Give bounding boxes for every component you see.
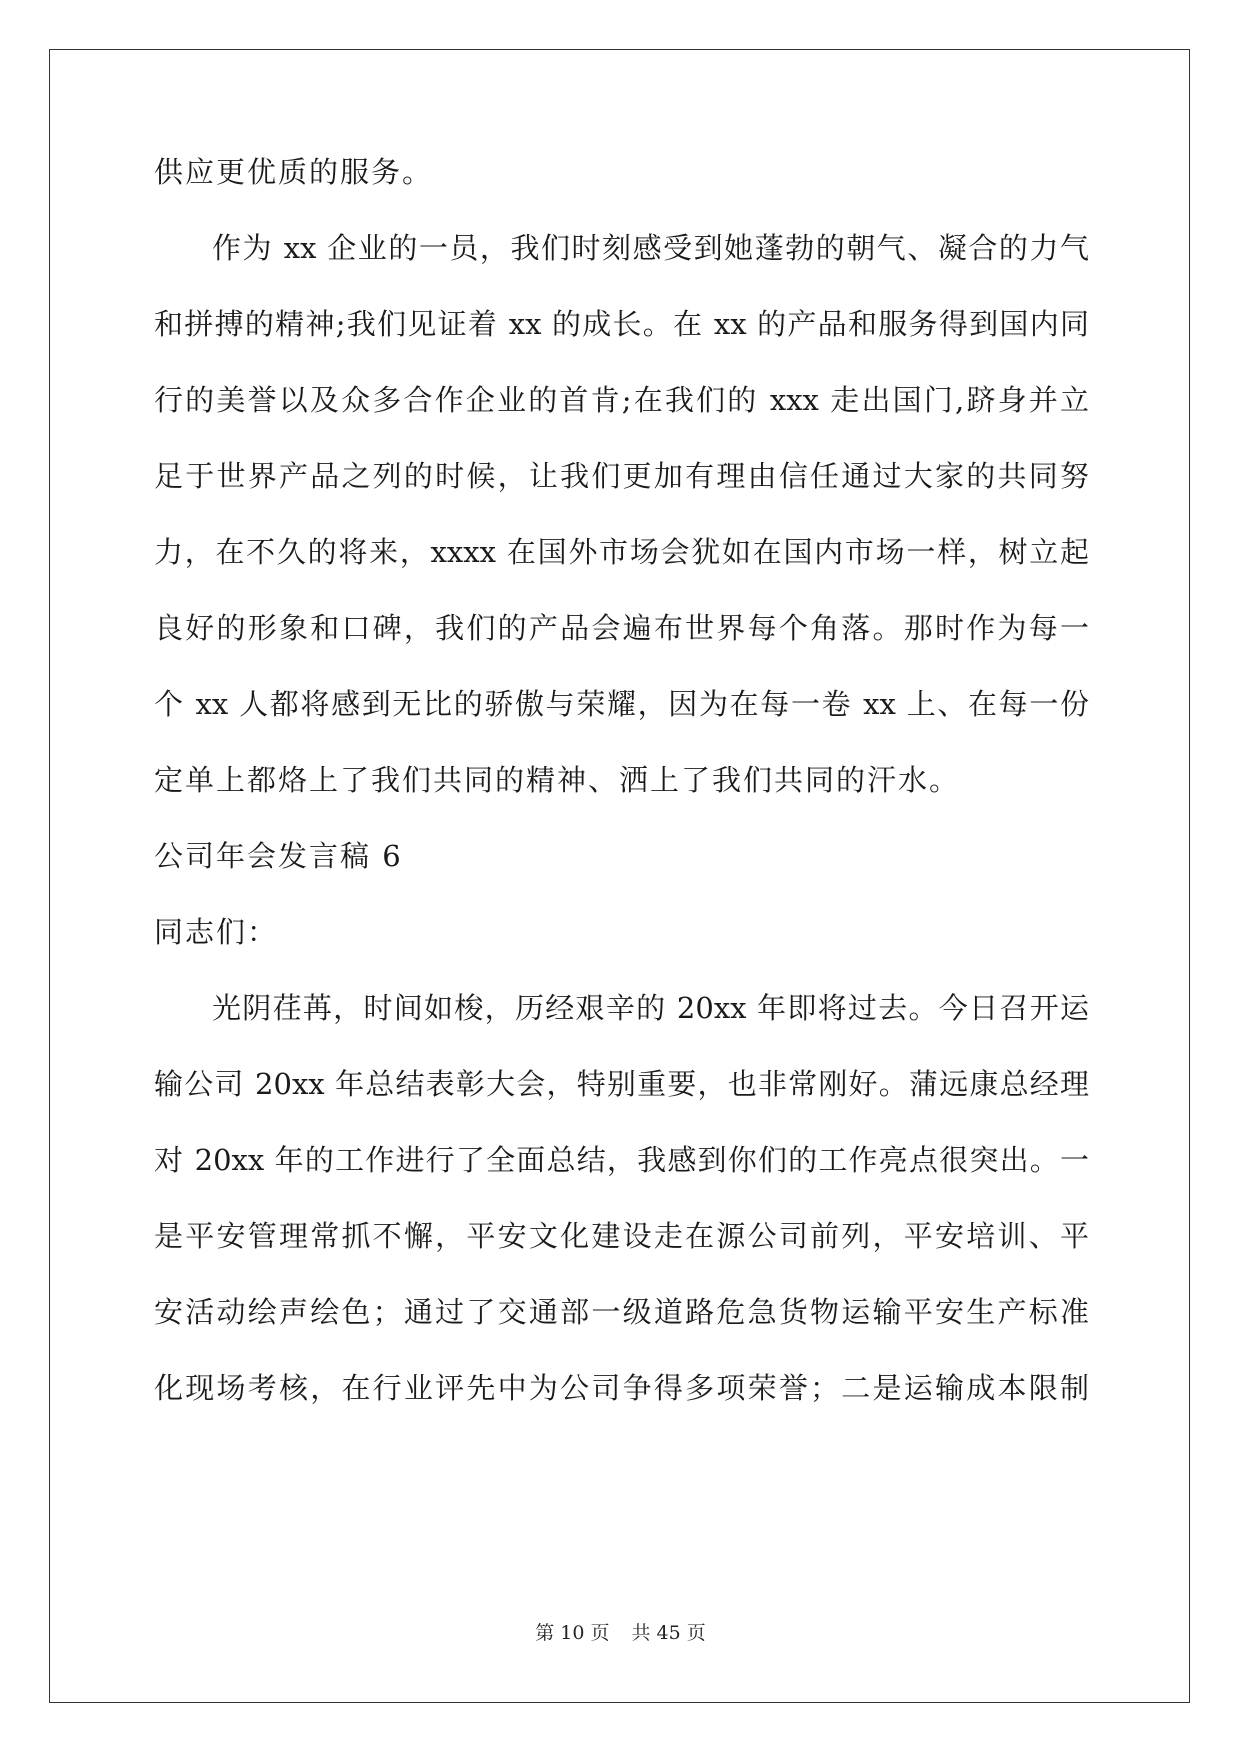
- paragraph-first-line: 光阴荏苒，时间如梭，历经艰辛的 20xx 年即将过去。今日召开运: [212, 991, 1089, 1025]
- text-line: 和拼搏的精神;我们见证着 xx 的成长。在 xx 的产品和服务得到国内同: [154, 307, 1089, 341]
- text-line: 个 xx 人都将感到无比的骄傲与荣耀，因为在每一卷 xx 上、在每一份: [154, 687, 1089, 721]
- text-line: 供应更优质的服务。: [154, 155, 434, 189]
- text-line: 化现场考核，在行业评先中为公司争得多项荣誉；二是运输成本限制: [154, 1371, 1089, 1405]
- text-line: 足于世界产品之列的时候，让我们更加有理由信任通过大家的共同努: [154, 459, 1089, 493]
- paragraph-first-line: 作为 xx 企业的一员，我们时刻感受到她蓬勃的朝气、凝合的力气: [212, 231, 1089, 265]
- text-line: 对 20xx 年的工作进行了全面总结，我感到你们的工作亮点很突出。一: [154, 1143, 1089, 1177]
- text-line: 是平安管理常抓不懈，平安文化建设走在源公司前列，平安培训、平: [154, 1219, 1089, 1253]
- text-line: 输公司 20xx 年总结表彰大会，特别重要，也非常刚好。蒲远康总经理: [154, 1067, 1089, 1101]
- section-heading: 公司年会发言稿 6: [154, 839, 403, 873]
- text-line: 力，在不久的将来，xxxx 在国外市场会犹如在国内市场一样，树立起: [154, 535, 1089, 569]
- page-total: 共 45 页: [631, 1622, 706, 1644]
- page-number: 第 10 页: [535, 1622, 610, 1644]
- text-line: 行的美誉以及众多合作企业的首肯;在我们的 xxx 走出国门,跻身并立: [154, 383, 1089, 417]
- text-line: 良好的形象和口碑，我们的产品会遍布世界每个角落。那时作为每一: [154, 611, 1089, 645]
- page-footer: [0, 1620, 1241, 1646]
- salutation: 同志们：: [154, 915, 279, 949]
- page-border: [49, 49, 1190, 1703]
- text-line: 安活动绘声绘色；通过了交通部一级道路危急货物运输平安生产标准: [154, 1295, 1089, 1329]
- text-line: 定单上都烙上了我们共同的精神、洒上了我们共同的汗水。: [154, 763, 961, 797]
